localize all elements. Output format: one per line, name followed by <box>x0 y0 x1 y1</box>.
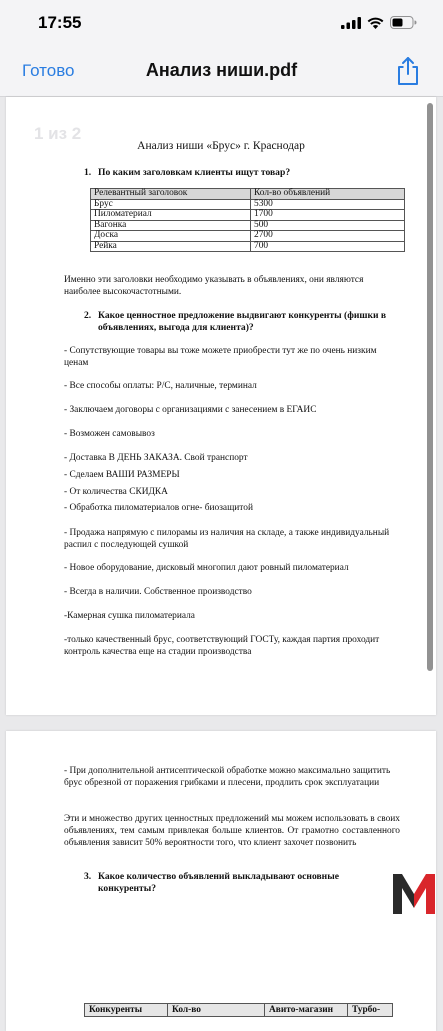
wifi-icon <box>367 17 384 29</box>
table-cell: 700 <box>251 241 405 252</box>
table-row <box>91 231 405 242</box>
list-item: - Возможен самовывоз <box>64 429 155 439</box>
list-item: - Продажа напрямую с пилорамы из наличия на складе, а также индивидуальный распил с последующей сушкой <box>64 528 390 550</box>
status-time: 17:55 <box>38 13 82 32</box>
competitors-table <box>84 1003 393 1017</box>
list-item: - Всегда в наличии. Собственное производство <box>64 587 252 597</box>
table-header-cell: Турбо- <box>348 1004 393 1017</box>
list-item: - Заключаем договоры с организациями с занесением в ЕГАИС <box>64 405 317 415</box>
pdf-page-1 <box>6 97 436 715</box>
brand-logo <box>389 868 439 916</box>
question-2-text: Какое ценностное предложение выдвигают конкуренты (фишки в объявлениях, выгода для клиента)? <box>98 310 387 333</box>
list-item: -только качественный брус, соответствующий ГОСТу, каждая партия проходит контроль качества еще на стадии производства <box>64 635 380 657</box>
table-row <box>91 241 405 252</box>
paragraph: Эти и множество других ценностных предложений мы можем использовать в своих объявлениях, тем самым привлекая больше клиентов. От грамотно составленного объявления зависит 50% вероятности того, что клиент захочет позвонить <box>64 814 400 848</box>
battery-icon <box>390 16 417 29</box>
nav-bar <box>0 48 443 97</box>
list-item: - Сделаем ВАШИ РАЗМЕРЫ <box>64 470 180 480</box>
question-3-number: 3. <box>84 871 92 882</box>
table-cell: Рейка <box>91 241 251 252</box>
page-indicator: 1 из 2 <box>34 124 82 143</box>
list-item: - Все способы оплаты: Р/С, наличные, терминал <box>64 381 257 391</box>
list-item: -Камерная сушка пиломатериала <box>64 611 195 621</box>
list-item: - Новое оборудование, дисковый многопил дают ровный пиломатериал <box>64 563 349 573</box>
question-2-number: 2. <box>84 310 92 321</box>
list-item: - Обработка пиломатериалов огне- биозащитой <box>64 503 253 513</box>
pdf-page-2 <box>6 731 436 1031</box>
question-1-number: 1. <box>84 167 92 178</box>
table-row <box>91 220 405 231</box>
table-cell: Брус <box>91 199 251 210</box>
table-cell: 2700 <box>251 231 405 242</box>
table-cell: 500 <box>251 220 405 231</box>
question-3-text: Какое количество объявлений выкладывают основные конкуренты? <box>98 871 339 894</box>
list-item: - Доставка В ДЕНЬ ЗАКАЗА. Свой транспорт <box>64 453 248 463</box>
list-item: - Сопутствующие товары вы тоже можете приобрести тут же по очень низким ценам <box>64 346 377 368</box>
share-icon[interactable] <box>395 56 421 86</box>
table-header-cell: Кол-во объявлений <box>251 189 405 200</box>
table-cell: 5300 <box>251 199 405 210</box>
cellular-signal-icon <box>341 17 361 29</box>
document-title: Анализ ниши.pdf <box>145 60 298 80</box>
table-cell: Вагонка <box>91 220 251 231</box>
status-icons <box>341 16 417 29</box>
table-header-cell: Конкуренты <box>85 1004 168 1017</box>
document-heading: Анализ ниши «Брус» г. Краснодар <box>137 140 305 152</box>
table-header-cell: Релевантный заголовок <box>91 189 251 200</box>
headlines-note: Именно эти заголовки необходимо указывать в объявлениях, они являются наиболее высокочастотными. <box>64 275 364 297</box>
table-row <box>91 199 405 210</box>
headlines-table <box>90 188 405 252</box>
table-cell: 1700 <box>251 210 405 221</box>
table-header-cell: Кол-во <box>168 1004 265 1017</box>
pdf-viewer[interactable] <box>0 97 443 1015</box>
table-header-cell: Авито-магазин <box>265 1004 348 1017</box>
status-bar <box>0 0 443 48</box>
table-header-row <box>85 1004 393 1017</box>
table-cell: Доска <box>91 231 251 242</box>
question-1-text: По каким заголовкам клиенты ищут товар? <box>98 167 291 178</box>
list-item: - При дополнительной антисептической обработке можно максимально защитить брус обрезной от поражения грибками и плесени, продлить срок эксплуатации <box>64 766 391 788</box>
done-button[interactable]: Готово <box>22 61 75 80</box>
table-cell: Пиломатериал <box>91 210 251 221</box>
table-row <box>91 210 405 221</box>
table-header-row <box>91 189 405 200</box>
scrollbar[interactable] <box>427 103 433 671</box>
list-item: - От количества СКИДКА <box>64 487 168 497</box>
